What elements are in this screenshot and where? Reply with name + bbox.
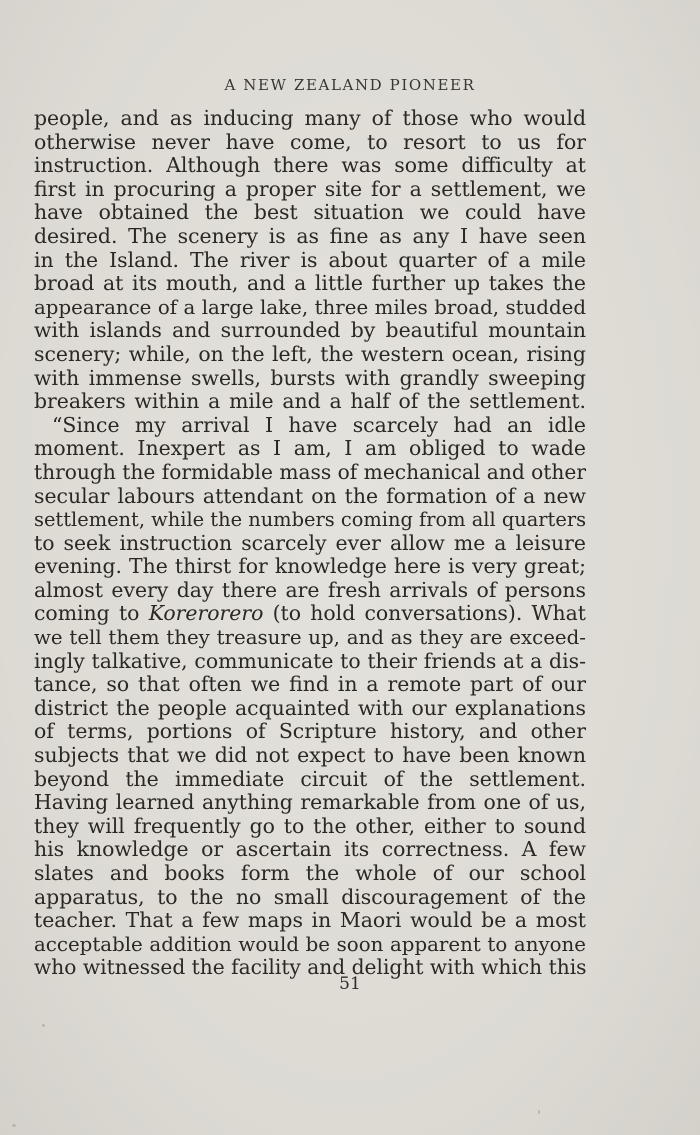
running-head: A NEW ZEALAND PIONEER	[224, 76, 476, 94]
text-line: secular labours attendant on the formation of a new	[34, 483, 586, 508]
paper-speck	[538, 1110, 540, 1114]
paper-speck	[12, 1124, 16, 1127]
text-line: first in procuring a proper site for a settlement, we	[34, 176, 586, 201]
text-line: appearance of a large lake, three miles broad, studded	[34, 295, 586, 319]
text-line: otherwise never have come, to resort to us for	[34, 129, 586, 154]
text-line: almost every day there are fresh arrivals of persons	[34, 577, 586, 602]
text-segment: coming to	[34, 601, 140, 626]
italic-term: Korerorero	[148, 601, 264, 626]
text-line: Having learned anything remarkable from one of us,	[34, 790, 586, 815]
text-line: with islands and surrounded by beautiful mountain	[34, 318, 586, 343]
text-segment: (to hold conversations). What	[272, 601, 586, 626]
text-line: beyond the immediate circuit of the settlement.	[34, 766, 586, 791]
text-line: instruction. Although there was some difficulty at	[34, 153, 586, 178]
text-line: settlement, while the numbers coming from all quarters	[34, 508, 587, 532]
text-line: tance, so that often we find in a remote part of our	[34, 672, 586, 697]
text-line: moment. Inexpert as I am, I am obliged to wade	[34, 436, 586, 461]
text-line: his knowledge or ascertain its correctness. A few	[34, 837, 586, 862]
text-line: who witnessed the facility and delight with which this	[34, 955, 587, 980]
text-line: through the formidable mass of mechanical and other	[34, 459, 587, 484]
text-line: broad at its mouth, and a little further up takes the	[34, 271, 586, 296]
text-line: we tell them they treasure up, and as they are exceed-	[34, 626, 586, 650]
text-line: evening. The thirst for knowledge here is very great;	[34, 554, 586, 579]
page-number: 51	[339, 974, 361, 994]
text-line: ingly talkative, communicate to their friends at a dis-	[34, 648, 586, 673]
text-line: of terms, portions of Scripture history, and other	[34, 719, 586, 744]
text-line: subjects that we did not expect to have been known	[34, 743, 586, 768]
text-line: district the people acquainted with our explanations	[34, 695, 586, 720]
text-line-with-italic	[34, 602, 586, 626]
text-line: have obtained the best situation we could have	[34, 200, 586, 225]
text-line: apparatus, to the no small discouragement of the	[34, 884, 586, 909]
text-line: in the Island. The river is about quarter of a mile	[34, 247, 586, 272]
text-line: people, and as inducing many of those who would	[34, 106, 586, 130]
text-line: acceptable addition would be soon apparent to anyone	[34, 932, 586, 956]
text-line: they will frequently go to the other, either to sound	[34, 813, 586, 838]
body-text	[34, 107, 586, 980]
text-line: desired. The scenery is as fine as any I have seen	[34, 223, 586, 248]
text-line: scenery; while, on the left, the western ocean, rising	[34, 341, 586, 366]
text-line: slates and books form the whole of our school	[34, 861, 586, 885]
text-line: breakers within a mile and a half of the settlement.	[34, 389, 586, 414]
text-line: with immense swells, bursts with grandly sweeping	[34, 365, 586, 390]
paragraph-start-line: “Since my arrival I have scarcely had an idle	[52, 412, 586, 437]
text-line: to seek instruction scarcely ever allow me a leisure	[34, 530, 586, 555]
text-line: teacher. That a few maps in Maori would be a most	[34, 908, 586, 933]
paper-speck	[42, 1024, 45, 1027]
